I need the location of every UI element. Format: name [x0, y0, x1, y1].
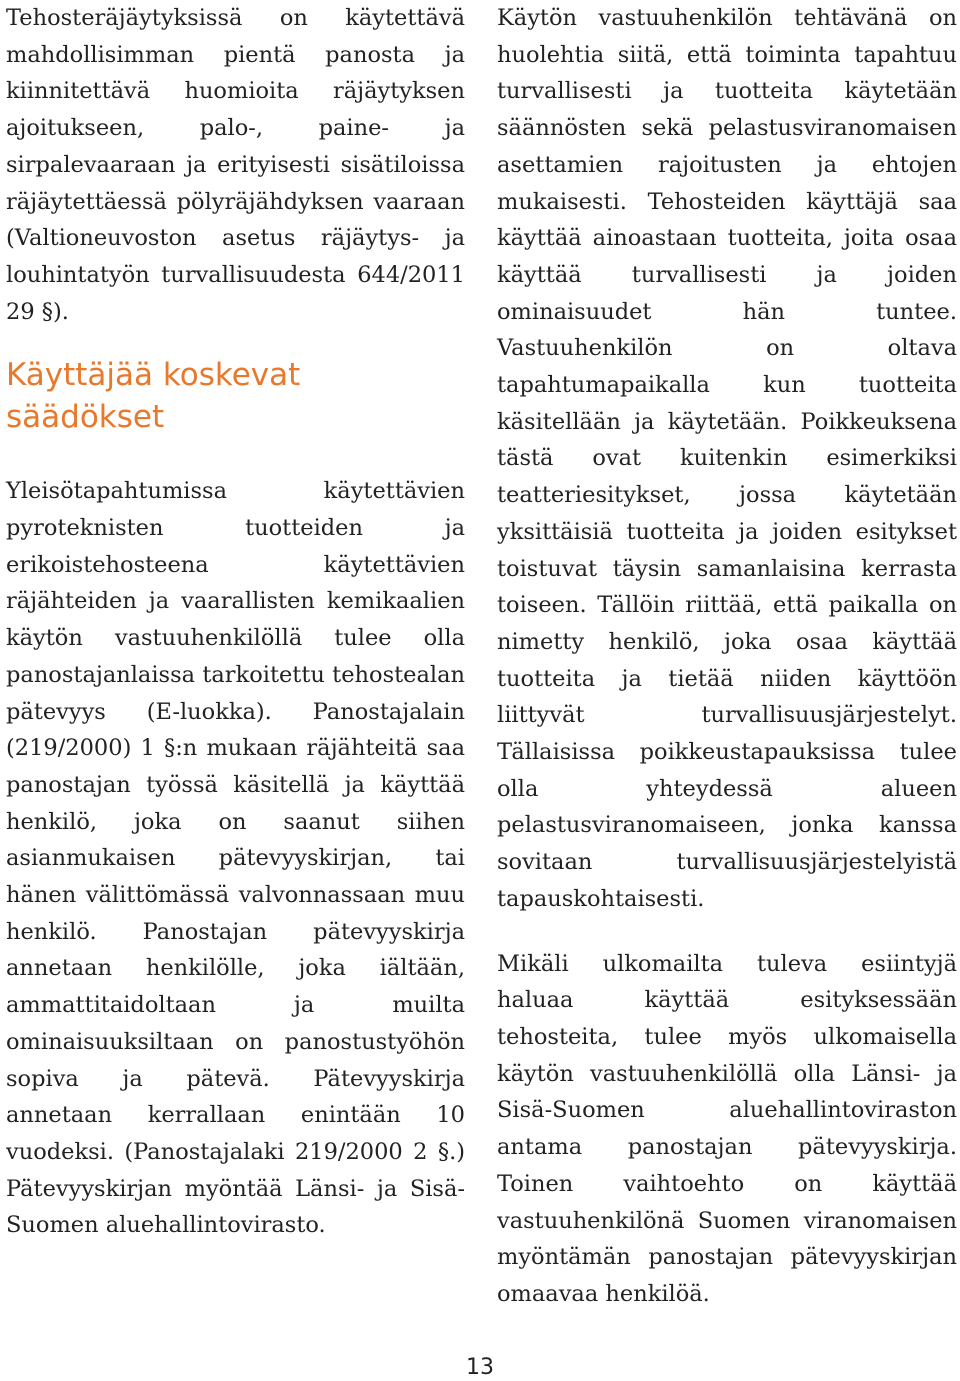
- right-paragraph-2: Mikäli ulkomailta tuleva esiintyjä haluaa käyttää esityksessään tehosteita, tulee myös ulkomaisella käytön vastuuhenkilöllä olla Länsi- ja Sisä-Suomen aluehallintoviraston antama panostajan pätevyyskirja. Toinen vaihtoehto on käyttää vastuuhenkilönä Suomen viranomaisen myöntämän panostajan pätevyyskirjan omaavaa henkilöä.: [497, 950, 957, 1307]
- section-paragraph: Yleisötapahtumissa käytettävien pyroteknisten tuotteiden ja erikoistehosteena käytettävien räjähteiden ja vaarallisten kemikaalien käytön vastuuhenkilöllä tulee olla panostajanlaissa tarkoitettu tehostealan pätevyys (E-luokka). Panostajalain (219/2000) 1 §:n mukaan räjähteitä saa panostajan työssä käsitellä ja käyttää henkilö, joka on saanut siihen asianmukaisen pätevyyskirjan, tai hänen välittömässä valvonnassaan muu henkilö. Panostajan pätevyyskirja annetaan henkilölle, joka iältään, ammattitaidoltaan ja muilta ominaisuuksiltaan on panostustyöhön sopiva ja pätevä. Pätevyyskirja annetaan kerrallaan enintään 10 vuodeksi. (Panostajalaki 219/2000 2 §.) Pätevyyskirjan myöntää Länsi- ja Sisä-Suomen aluehallintovirasto.: [6, 478, 465, 1239]
- right-paragraph-1: Käytön vastuuhenkilön tehtävänä on huolehtia siitä, että toiminta tapahtuu turvallisesti ja tuotteita käytetään säännösten sekä pelastusviranomaisen asettamien rajoitusten ja ehtojen mukaisesti. Tehosteiden käyttäjä saa käyttää ainoastaan tuotteita, joita osaa käyttää turvallisesti ja joiden ominaisuudet hän tuntee. Vastuuhenkilön on oltava tapahtumapaikalla kun tuotteita käsitellään ja käytetään. Poikkeuksena tästä ovat kuitenkin esimerkiksi teatteriesitykset, jossa käytetään yksittäisiä tuotteita ja joiden esitykset toistuvat täysin samanlaisina kerrasta toiseen. Tällöin riittää, että paikalla on nimetty henkilö, joka osaa käyttää tuotteita ja tietää niiden käyttöön liittyvät turvallisuusjärjestelyt. Tällaisissa poikkeustapauksissa tulee olla yhteydessä alueen pelastusviranomaiseen, jonka kanssa sovitaan turvallisuusjärjestelyistä tapauskohtaisesti.: [497, 5, 957, 912]
- right-column: [497, 0, 957, 1313]
- section-heading: Käyttäjää koskevat säädökset: [6, 357, 301, 436]
- page-number: 13: [466, 1355, 494, 1380]
- intro-paragraph: Tehosteräjäytyksissä on käytettävä mahdollisimman pientä panosta ja kiinnitettävä huomioita räjäytyksen ajoitukseen, palo-, paine- ja sirpalevaaraan ja erityisesti sisätiloissa räjäytettäessä pölyräjähdyksen vaaraan (Valtioneuvoston asetus räjäytys- ja louhintatyön turvallisuudesta 644/2011 29 §).: [6, 5, 465, 325]
- left-column: [6, 0, 465, 1244]
